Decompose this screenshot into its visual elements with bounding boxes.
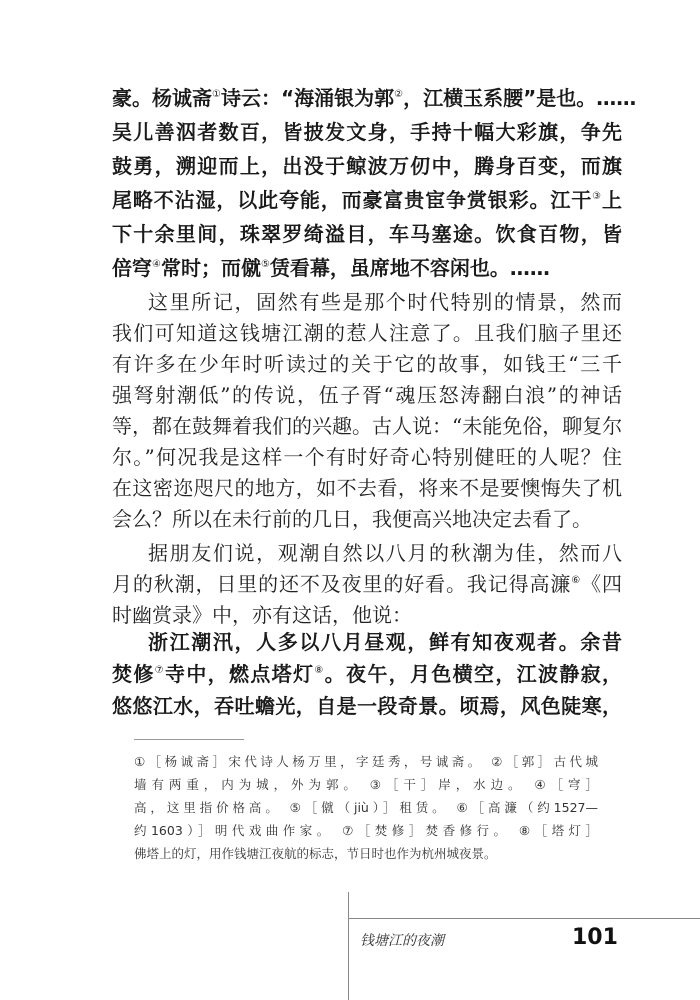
para1-line-6: 尔。”何况我是这样一个有时好奇心特别健旺的人呢？住	[112, 445, 622, 469]
para1-line-4: 强弩射潮低”的传说，伍子胥“魂压怒涛翻白浪”的神话	[112, 383, 622, 407]
text-span: 常时；而僦	[160, 256, 261, 280]
text-span: 《四	[581, 572, 623, 596]
footnote-line-5: 佛塔上的灯，用作钱塘江夜航的标志，节日时也作为杭州城夜景。	[134, 846, 497, 861]
quote1-line-4	[112, 188, 622, 212]
para1-line-2: 我们可知道这钱塘江潮的惹人注意了。且我们脑子里还	[112, 321, 622, 345]
footnote-marker: ④	[152, 259, 161, 270]
footnote-marker: ⑤	[260, 259, 270, 270]
para1-line-3: 有许多在少年时听读过的关于它的故事，如钱王“三千	[112, 352, 622, 376]
footnote-divider	[134, 739, 244, 740]
quote1-line-1	[112, 86, 637, 110]
quote1-line-3	[112, 154, 622, 178]
text-span: 诗云：“海涌银为郭	[220, 86, 395, 110]
text-span: 赁看幕，虽席地不容闲也。……	[269, 256, 550, 280]
text-span: 月的秋潮，日里的还不及夜里的好看。我记得高濂	[112, 572, 572, 596]
footnote-marker: ⑧	[314, 665, 325, 676]
text-span: ，江横玉系腰”是也。……	[403, 86, 637, 110]
text-span: 上	[602, 188, 622, 212]
text-span: 。夜午，月色横空，江波静寂，	[324, 662, 623, 686]
footer-vertical-rule	[348, 892, 349, 1000]
text-span: 据朋友们说，观潮自然以八月的秋潮为佳，然而八	[148, 541, 622, 565]
text-span: 焚修	[112, 662, 155, 686]
quote1-line-6	[112, 256, 622, 280]
para1-line-8: 会么？所以在未行前的几日，我便高兴地决定去看了。	[112, 507, 592, 531]
text-span: 下十余里间，珠翠罗绮溢目，车马塞途。饮食百物，皆	[112, 222, 622, 246]
quote2-line-1	[112, 630, 622, 654]
para2-line-1	[112, 541, 622, 565]
footnote-line-2: 墙有两重，内为城，外为郭。 ③［干］岸，水边。 ④［穹］	[134, 777, 598, 792]
para2-line-2	[112, 572, 622, 596]
footnote-line-3: 高，这里指价格高。 ⑤［僦（jiù）］租赁。 ⑥［高濂（约1527—	[134, 800, 598, 815]
running-title: 钱塘江的夜潮	[360, 933, 444, 949]
para1-line-5: 等，都在鼓舞着我们的兴趣。古人说：“未能免俗，聊复尔	[112, 414, 623, 438]
quote2-line-2	[112, 662, 622, 686]
footnote-marker: ③	[592, 191, 602, 202]
footer-horizontal-rule	[348, 918, 700, 919]
footnote-marker: ⑦	[154, 665, 165, 676]
para2-line-3	[112, 603, 622, 627]
text-span: 鼓勇，溯迎而上，出没于鲸波万仞中，腾身百变，而旗	[112, 154, 622, 178]
quote1-line-2	[112, 120, 622, 144]
footnote-marker: ⑥	[571, 575, 582, 586]
text-span: 豪。杨诚斋	[112, 86, 212, 110]
quote2-line-3	[112, 694, 622, 718]
text-span: 倍穹	[112, 256, 152, 280]
page-number: 101	[572, 925, 618, 950]
text-span: 悠悠江水，吞吐蟾光，自是一段奇景。顷焉，风色陡寒，	[112, 694, 622, 718]
footnote-marker: ②	[394, 89, 404, 100]
text-span: 吴儿善泅者数百，皆披发文身，手持十幅大彩旗，争先	[112, 120, 622, 144]
footnote-line-1: ①［杨诚斋］宋代诗人杨万里，字廷秀，号诚斋。 ②［郭］古代城	[134, 754, 598, 769]
para1-line-1: 这里所记，固然有些是那个时代特别的情景，然而	[148, 290, 622, 314]
text-span: 寺中，燃点塔灯	[164, 662, 315, 686]
quote1-line-5	[112, 222, 622, 246]
footnote-marker: ①	[212, 89, 221, 100]
footnote-line-4: 约1603）］明代戏曲作家。 ⑦［焚修］焚香修行。 ⑧［塔灯］	[134, 823, 598, 838]
text-span: 尾略不沾湿，以此夸能，而豪富贵宦争赏银彩。江干	[112, 188, 593, 212]
para1-line-7: 在这密迩咫尺的地方，如不去看，将来不是要懊悔失了机	[112, 476, 622, 500]
text-span: 时幽赏录》中，亦有这话，他说：	[112, 603, 412, 627]
text-span: 浙江潮汛，人多以八月昼观，鲜有知夜观者。余昔	[148, 630, 622, 654]
